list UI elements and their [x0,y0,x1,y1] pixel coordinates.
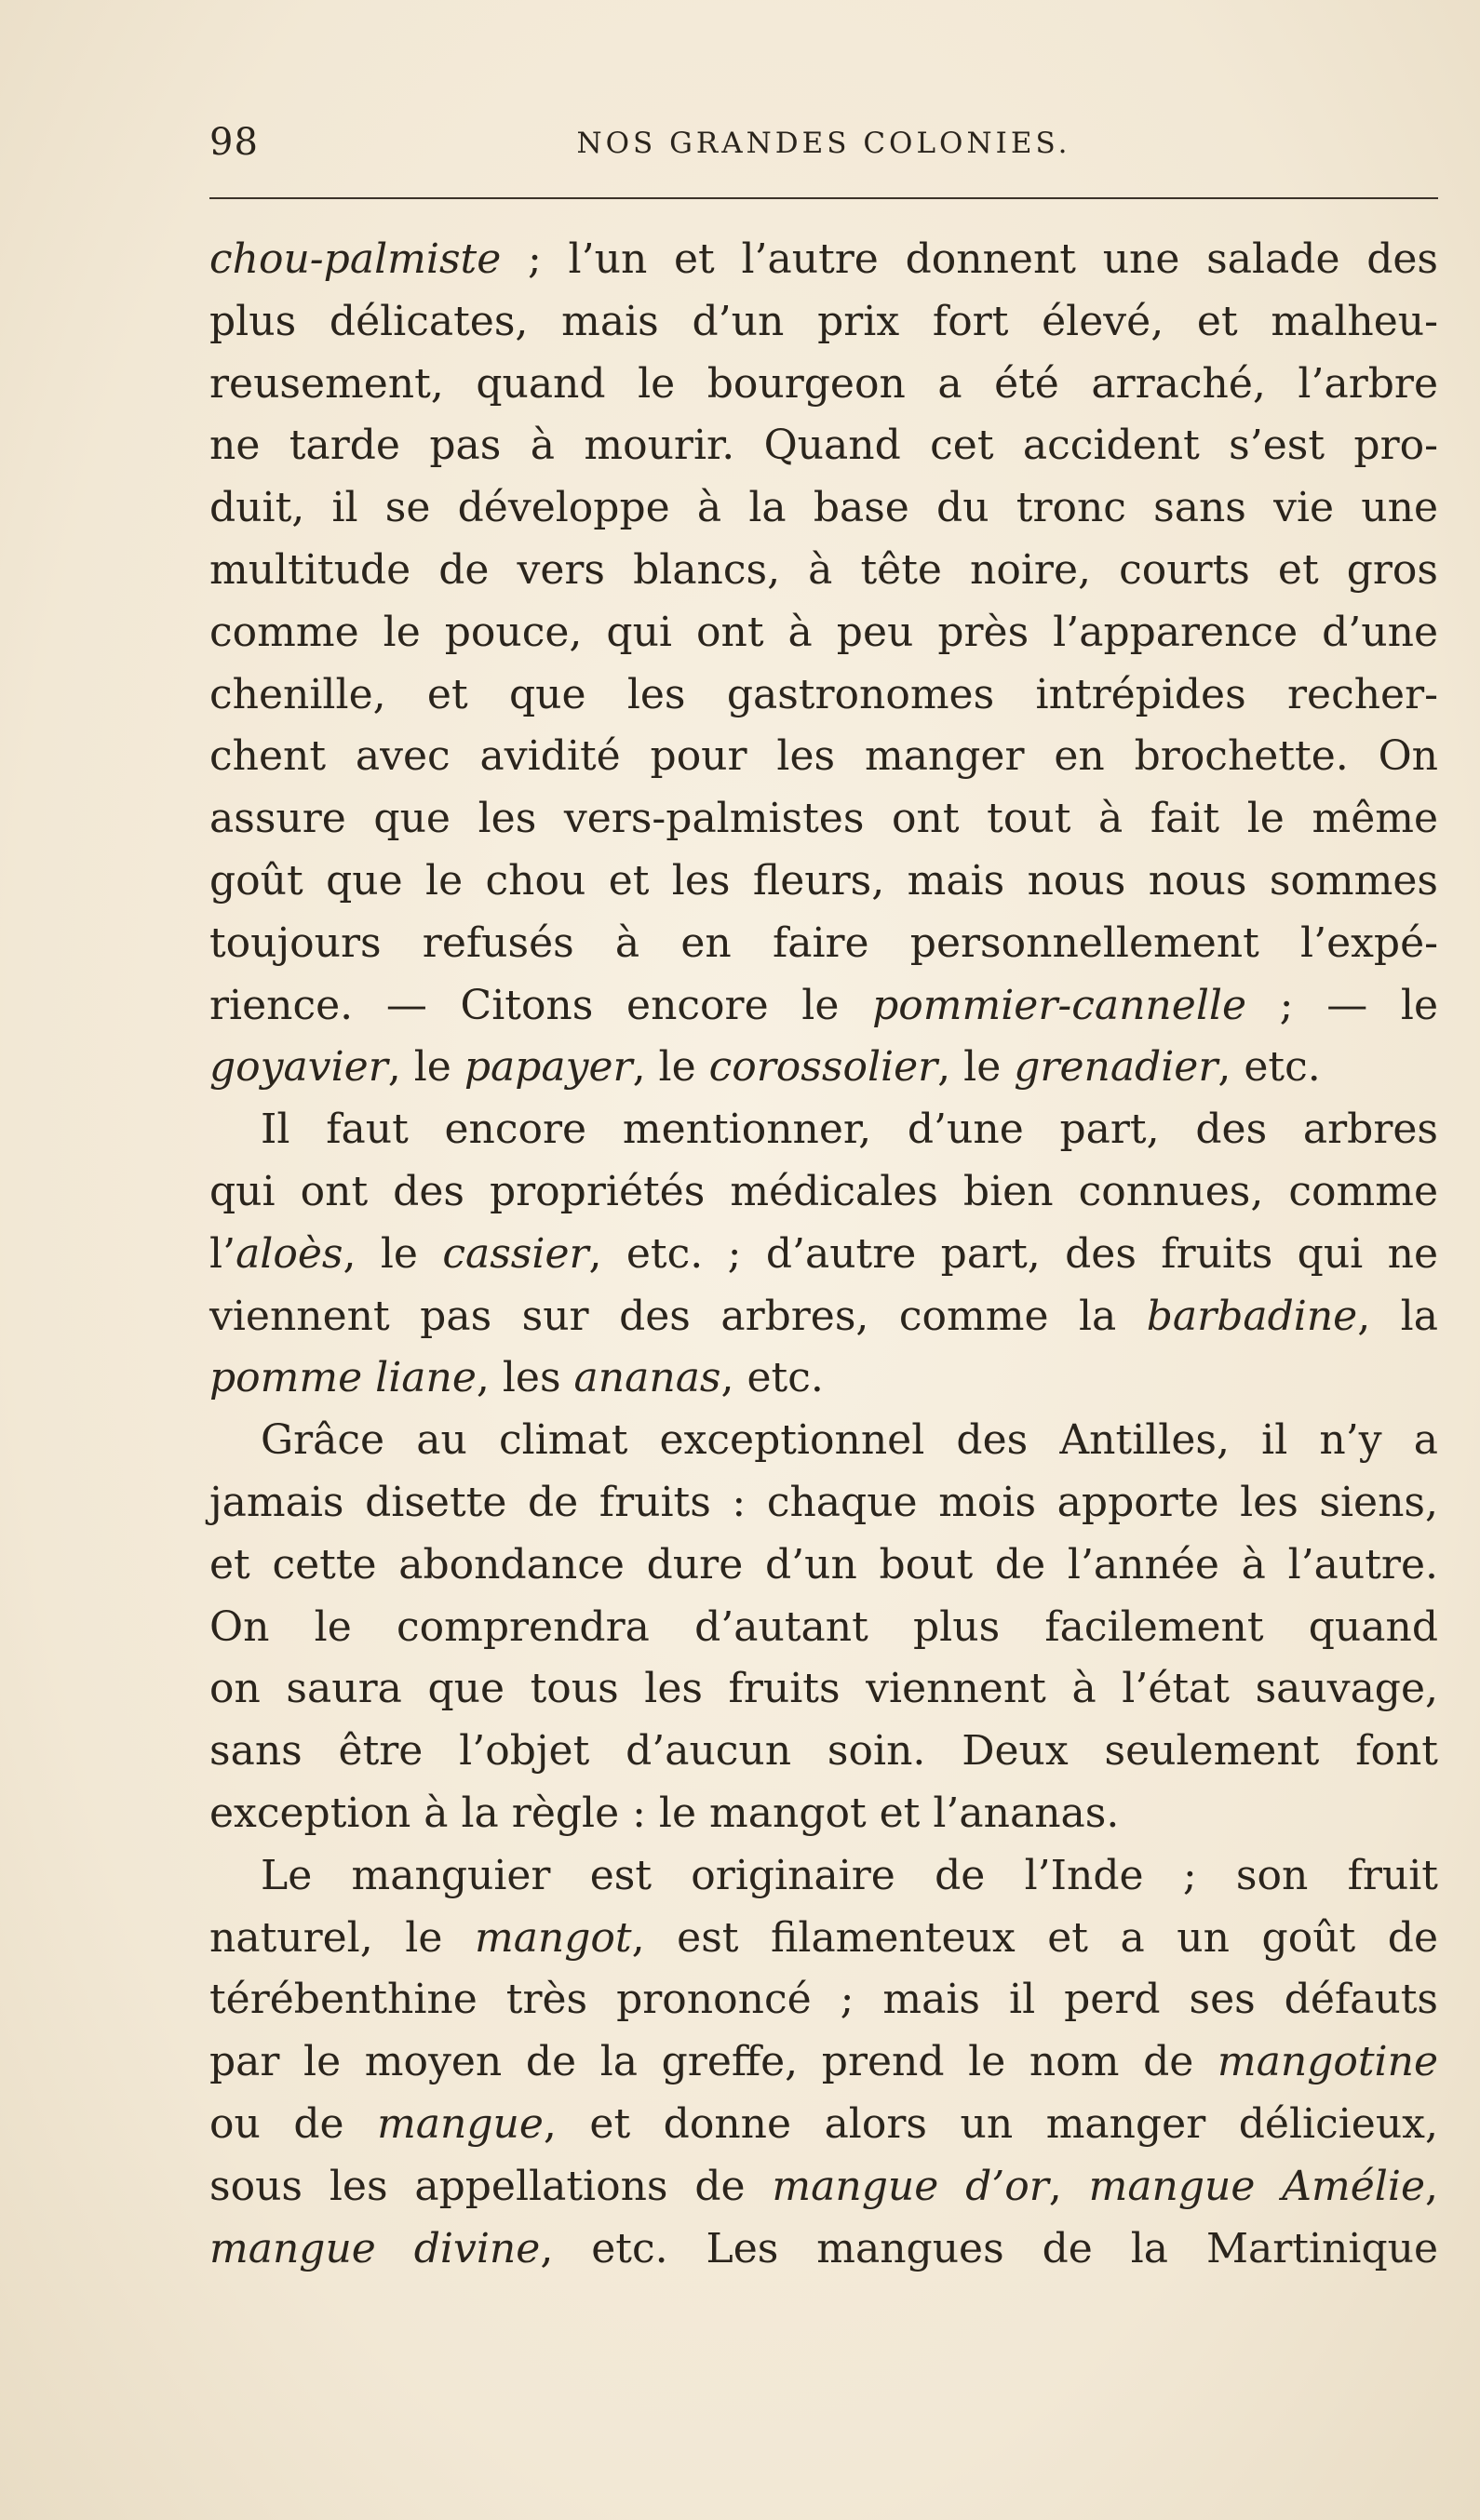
text-line [209,2156,1438,2218]
text-line [209,2094,1438,2156]
text-line [209,229,1438,291]
text-run: , le [937,1043,1015,1092]
page-header [209,121,1438,177]
italic-term: mangue Amélie [1088,2162,1425,2210]
text-line [209,1472,1438,1535]
text-run: multitude de vers blancs, à tête noire, courts et gros [209,545,1438,594]
text-line [209,975,1438,1038]
italic-term: grenadier [1014,1043,1218,1092]
text-line [209,2031,1438,2094]
text-run: , est filamenteux et a un goût de [631,1913,1438,1962]
text-line [209,1224,1438,1286]
italic-term: corossolier [708,1043,938,1092]
text-line [209,1535,1438,1597]
text-run: , [1048,2162,1089,2210]
text-line [209,415,1438,477]
text-run: Le manguier est originaire de l’Inde ; son fruit [261,1851,1438,1899]
text-run: sous les appellations de [209,2162,773,2210]
italic-term: mangot [474,1913,632,1962]
text-line [209,1721,1438,1783]
text-line [209,291,1438,354]
text-run: assure que les vers-palmistes ont tout à fait le même [209,795,1438,843]
text-run: ou de [209,2099,378,2148]
text-run: duit, il se développe à la base du tronc sans vie une [209,484,1438,532]
text-line [209,851,1438,913]
italic-term: chou-palmiste [209,235,502,283]
italic-term: papayer [464,1043,633,1092]
text-run: l’ [209,1229,236,1278]
italic-term: aloès [235,1229,343,1278]
text-line [209,726,1438,788]
text-run: exception à la règle : le mangot et l’ananas. [209,1789,1120,1837]
text-run: jamais disette de fruits : chaque mois apporte les siens, [209,1478,1438,1526]
text-run: qui ont des propriétés médicales bien connues, comme [209,1167,1438,1215]
text-run: , [1425,2162,1438,2210]
italic-term: ananas [573,1354,721,1402]
italic-term: mangotine [1217,2038,1438,2086]
text-run: on saura que tous les fruits viennent à l’état sauvage, [209,1665,1438,1713]
text-run: viennent pas sur des arbres, comme la [209,1292,1147,1340]
text-run: rience. — Citons encore le [209,981,873,1029]
text-run: , et donne alors un manger délicieux, [543,2099,1438,2148]
italic-term: goyavier [209,1043,388,1092]
text-run: naturel, le [209,1913,475,1962]
text-run: chenille, et que les gastronomes intrépides recher- [209,670,1438,718]
italic-term: mangue divine [209,2224,541,2272]
text-line [209,1969,1438,2031]
text-line [209,2218,1438,2281]
text-line [209,1410,1438,1472]
italic-term: mangue [377,2099,544,2148]
text-run: sans être l’objet d’aucun soin. Deux seulement font [209,1727,1438,1776]
text-line [209,664,1438,727]
text-line [209,1161,1438,1224]
text-line [209,913,1438,975]
italic-term: pommier-cannelle [872,981,1246,1029]
text-run: On le comprendra d’autant plus facilement quand [209,1602,1438,1651]
italic-term: barbadine [1146,1292,1358,1340]
text-run: , etc. ; d’autre part, des fruits qui ne [588,1229,1438,1278]
text-run: , les [476,1354,574,1402]
body-text [209,229,1438,2280]
text-run: toujours refusés à en faire personnellement l’expé- [209,918,1438,967]
text-line [209,477,1438,540]
text-line [209,1347,1438,1410]
text-line [209,1597,1438,1659]
page-number: 98 [209,121,259,164]
text-line [209,602,1438,664]
running-title: NOS GRANDES COLONIES. [576,127,1071,160]
text-run: comme le pouce, qui ont à peu près l’apparence d’une [209,608,1438,656]
italic-term: cassier [442,1229,589,1278]
text-run: plus délicates, mais d’un prix fort élevé, et malheu- [209,297,1438,345]
text-run: ; l’un et l’autre donnent une salade des [501,235,1438,283]
text-run: , le [632,1043,709,1092]
text-line [209,1037,1438,1099]
text-run: par le moyen de la greffe, prend le nom de [209,2038,1218,2086]
text-run: Il faut encore mentionner, d’une part, des arbres [261,1106,1438,1154]
text-run: reusement, quand le bourgeon a été arraché, l’arbre [209,359,1438,408]
text-line [209,1845,1438,1908]
text-run: , etc. Les mangues de la Martinique [540,2224,1438,2272]
text-run: , etc. [720,1354,824,1402]
text-line [209,1099,1438,1161]
text-line [209,788,1438,851]
header-rule [209,197,1438,199]
italic-term: mangue d’or [772,2162,1049,2210]
text-line [209,1908,1438,1970]
italic-term: pomme liane [209,1354,477,1402]
text-line [209,1658,1438,1721]
text-run: Grâce au climat exceptionnel des Antilles, il n’y a [261,1416,1438,1465]
text-run: , etc. [1218,1043,1321,1092]
text-run: goût que le chou et les fleurs, mais nous nous sommes [209,856,1438,905]
text-line [209,540,1438,602]
text-run: , le [343,1229,443,1278]
text-run: térébenthine très prononcé ; mais il perd ses défauts [209,1976,1438,2024]
text-line [209,1286,1438,1348]
text-run: , la [1357,1292,1438,1340]
text-line [209,1783,1438,1845]
text-run: et cette abondance dure d’un bout de l’année à l’autre. [209,1540,1438,1588]
text-run: ; — le [1246,981,1438,1029]
text-run: chent avec avidité pour les manger en brochette. On [209,732,1438,781]
text-line [209,354,1438,416]
text-run: , le [387,1043,464,1092]
text-run: ne tarde pas à mourir. Quand cet accident s’est pro- [209,422,1438,470]
